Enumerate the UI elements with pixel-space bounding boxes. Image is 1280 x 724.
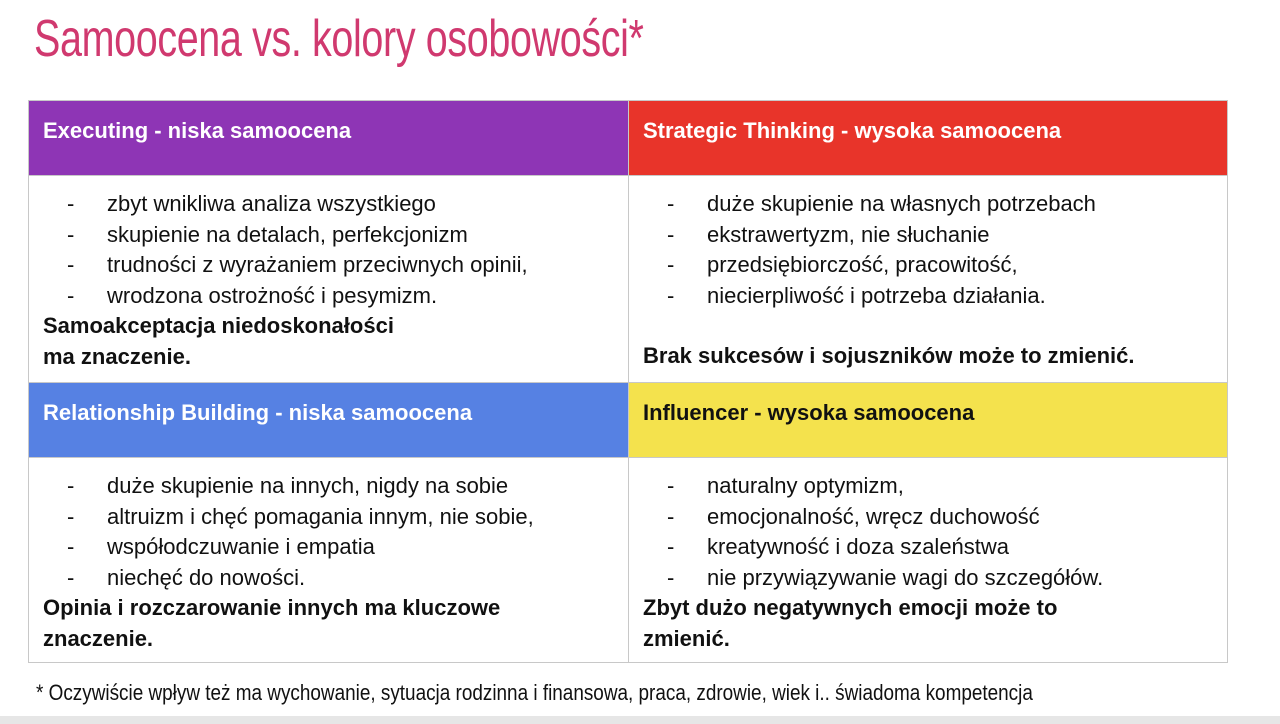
list-item: - niechęć do nowości. xyxy=(43,563,628,594)
bullet-dash: - xyxy=(667,534,675,559)
influencer-summary: Zbyt dużo negatywnych emocji może to zmienić. xyxy=(643,595,1058,651)
bullet-dash: - xyxy=(67,503,75,529)
executing-header-text: Executing - niska samoocena xyxy=(43,118,352,143)
bullet-dash: - xyxy=(667,282,675,308)
influencer-body xyxy=(629,457,1227,662)
bullet-dash: - xyxy=(667,564,675,590)
influencer-list xyxy=(643,471,1227,593)
bullet-dash: - xyxy=(67,473,75,498)
bullet-dash: - xyxy=(67,564,75,590)
list-item: - przedsiębiorczość, pracowitość, xyxy=(643,250,1227,281)
list-item: - duże skupienie na własnych potrzebach xyxy=(643,189,1227,220)
list-item: - altruizm i chęć pomagania innym, nie sobie, xyxy=(43,502,628,533)
list-item: - naturalny optymizm, xyxy=(643,471,1227,502)
strategic-thinking-header-text: Strategic Thinking - wysoka samoocena xyxy=(643,118,1062,143)
list-item: - trudności z wyrażaniem przeciwnych opinii, xyxy=(43,250,628,281)
list-item: - ekstrawertyzm, nie słuchanie xyxy=(643,220,1227,251)
bullet-dash: - xyxy=(67,191,75,216)
list-item: - współodczuwanie i empatia xyxy=(43,532,628,563)
bullet-dash: - xyxy=(667,473,675,498)
row-divider xyxy=(29,457,1227,458)
influencer-header-text: Influencer - wysoka samoocena xyxy=(643,400,975,425)
footnote: * Oczywiście wpływ też ma wychowanie, sytuacja rodzinna i finansowa, praca, zdrowie, wiek i.. świadoma kompetencja xyxy=(36,680,1033,705)
list-item: - zbyt wnikliwa analiza wszystkiego xyxy=(43,189,628,220)
bullet-dash: - xyxy=(67,282,75,308)
list-item: - niecierpliwość i potrzeba działania. xyxy=(643,281,1227,312)
bottom-edge-bar xyxy=(0,716,1280,724)
relationship-building-header-text: Relationship Building - niska samoocena xyxy=(43,400,473,425)
bullet-dash: - xyxy=(667,503,675,529)
executing-list xyxy=(43,189,628,311)
list-item: - wrodzona ostrożność i pesymizm. xyxy=(43,281,628,312)
list-item: - nie przywiązywanie wagi do szczegółów. xyxy=(643,563,1227,594)
relationship-building-body xyxy=(29,457,628,662)
relationship-building-header xyxy=(29,383,628,457)
list-item: - skupienie na detalach, perfekcjonizm xyxy=(43,220,628,251)
row-divider xyxy=(29,382,1227,383)
list-item: - emocjonalność, wręcz duchowość xyxy=(643,502,1227,533)
relationship-building-list xyxy=(43,471,628,593)
bullet-dash: - xyxy=(67,221,75,247)
page-title: Samoocena vs. kolory osobowości* xyxy=(34,10,644,68)
list-item: - kreatywność i doza szaleństwa xyxy=(643,532,1227,563)
influencer-header xyxy=(629,383,1227,457)
strategic-thinking-body xyxy=(629,175,1227,382)
strategic-thinking-header xyxy=(629,101,1227,175)
strategic-thinking-list xyxy=(643,189,1227,311)
bullet-dash: - xyxy=(667,252,675,277)
bullet-dash: - xyxy=(667,191,675,216)
relationship-building-summary: Opinia i rozczarowanie innych ma kluczowe znaczenie. xyxy=(43,595,501,651)
list-item: - duże skupienie na innych, nigdy na sobie xyxy=(43,471,628,502)
bullet-dash: - xyxy=(67,534,75,559)
strategic-thinking-summary: Brak sukcesów i sojuszników może to zmienić. xyxy=(643,343,1135,368)
executing-body xyxy=(29,175,628,382)
row-divider xyxy=(29,175,1227,176)
bullet-dash: - xyxy=(67,252,75,277)
executing-header xyxy=(29,101,628,175)
bullet-dash: - xyxy=(667,221,675,247)
executing-summary: Samoakceptacja niedoskonałości ma znaczenie. xyxy=(43,313,394,369)
personality-table xyxy=(28,100,1228,663)
